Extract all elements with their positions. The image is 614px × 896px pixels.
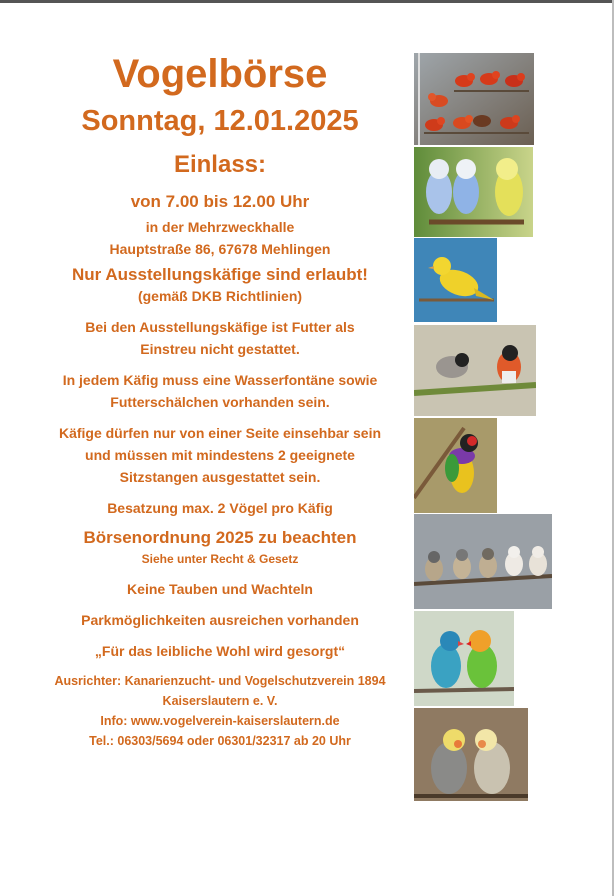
info-website: Info: www.vogelverein-kaiserslautern.de [100, 713, 340, 728]
view-rule-line3: Sitzstangen ausgestattet sein. [119, 469, 321, 486]
view-rule-line2: und müssen mit mindestens 2 geeignete [85, 447, 355, 464]
gouldian-finch-photo [414, 418, 497, 513]
market-rules-reference: Siehe unter Recht & Gesetz [141, 551, 299, 566]
top-border [0, 0, 614, 3]
organizer-line2: Kaiserslautern e. V. [162, 693, 278, 708]
parking-notice: Parkmöglichkeiten ausreichen vorhanden [81, 611, 359, 628]
bullfinches-photo [414, 325, 536, 416]
yellow-canary-photo [414, 238, 497, 322]
no-pigeons-notice: Keine Tauben und Wachteln [127, 580, 313, 597]
event-date: Sonntag, 12.01.2025 [81, 105, 359, 137]
venue-text: in der Mehrzweckhalle [145, 218, 295, 235]
admission-heading: Einlass: [173, 150, 267, 178]
food-rule-line1: Bei den Ausstellungskäfige ist Futter als [85, 319, 355, 336]
water-rule-line2: Futterschälchen vorhanden sein. [110, 394, 330, 411]
poster-text [30, 50, 410, 751]
food-rule-line2: Einstreu nicht gestattet. [140, 341, 300, 358]
red-canaries-photo [414, 53, 534, 145]
occupancy-rule: Besatzung max. 2 Vögel pro Käfig [107, 500, 333, 517]
admission-time: von 7.00 bis 12.00 Uhr [130, 191, 310, 211]
budgerigars-photo [414, 147, 533, 237]
poster-title: Vogelbörse [112, 52, 328, 96]
market-rules: Börsenordnung 2025 zu beachten [83, 528, 357, 548]
lovebirds-photo [414, 611, 514, 706]
address-text: Hauptstraße 86, 67678 Mehlingen [109, 240, 331, 257]
water-rule-line1: In jedem Käfig muss eine Wasserfontäne sowie [62, 372, 378, 389]
phone-numbers: Tel.: 06303/5694 oder 06301/32317 ab 20 Uhr [89, 733, 351, 748]
catering-notice: „Für das leibliche Wohl wird gesorgt“ [94, 642, 346, 659]
cockatiels-photo [414, 708, 528, 801]
organizer-line1: Ausrichter: Kanarienzucht- und Vogelschutzverein 1894 [54, 673, 386, 688]
view-rule-line1: Käfige dürfen nur von einer Seite einsehbar sein [58, 425, 382, 442]
cages-only-notice: Nur Ausstellungskäfige sind erlaubt! [72, 264, 368, 284]
finches-on-branch-photo [414, 514, 552, 609]
dkb-guidelines: (gemäß DKB Richtlinien) [137, 288, 303, 305]
